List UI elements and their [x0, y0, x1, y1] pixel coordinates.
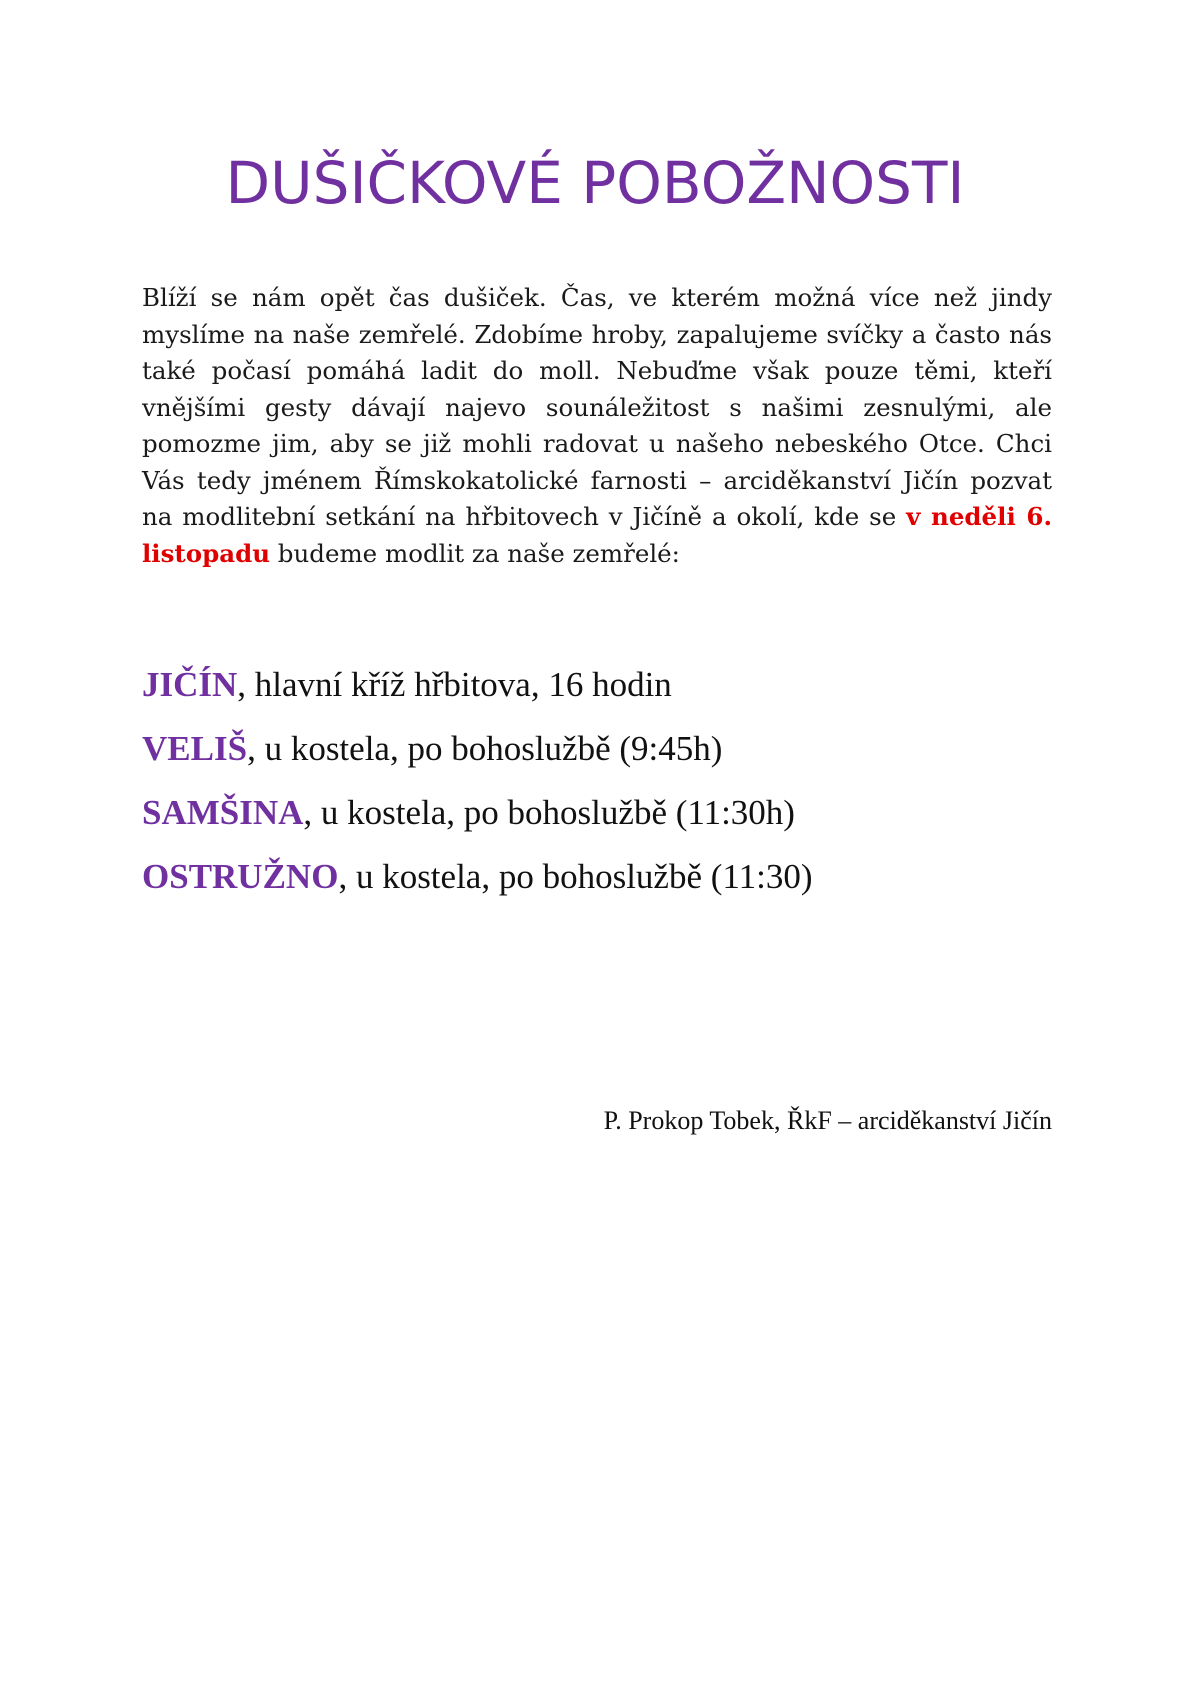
- intro-date-highlight: v neděli 6. listopadu: [142, 502, 1052, 568]
- event-place: SAMŠINA: [142, 793, 304, 832]
- event-item: [142, 854, 1052, 918]
- page-title: DUŠIČKOVÉ POBOŽNOSTI: [225, 149, 965, 217]
- event-item: [142, 662, 1052, 726]
- event-details: , u kostela, po bohoslužbě (11:30): [338, 857, 813, 896]
- event-place: OSTRUŽNO: [142, 857, 339, 896]
- event-place: JIČÍN: [142, 665, 238, 704]
- event-item: [142, 726, 1052, 790]
- event-list: [142, 662, 1052, 918]
- intro-text-before: Blíží se nám opět čas dušiček. Čas, ve kterém možná více než jindy myslíme na naše zemřelé. Zdobíme hroby, zapalujeme svíčky a často nás také počasí pomáhá ladit do moll. Nebuďme však pouze těmi, kteří vnějšími gesty dávají najevo sounáležitost s našimi zesnulými, ale pomozme jim, aby se již mohli radovat u našeho nebeského Otce. Chci Vás tedy jménem Římskokatolické farnosti – arciděkanství Jičín pozvat na modlitební setkání na hřbitovech v Jičíně a okolí, kde se: [142, 283, 1052, 531]
- signature: P. Prokop Tobek, ŘkF – arciděkanství Jičín: [603, 1106, 1052, 1135]
- event-place: VELIŠ: [142, 729, 248, 768]
- event-details: , u kostela, po bohoslužbě (9:45h): [247, 729, 723, 768]
- intro-paragraph: [142, 280, 1052, 572]
- event-details: , u kostela, po bohoslužbě (11:30h): [303, 793, 795, 832]
- event-details: , hlavní kříž hřbitova, 16 hodin: [237, 665, 672, 704]
- event-item: [142, 790, 1052, 854]
- intro-text-after: budeme modlit za naše zemřelé:: [270, 538, 680, 568]
